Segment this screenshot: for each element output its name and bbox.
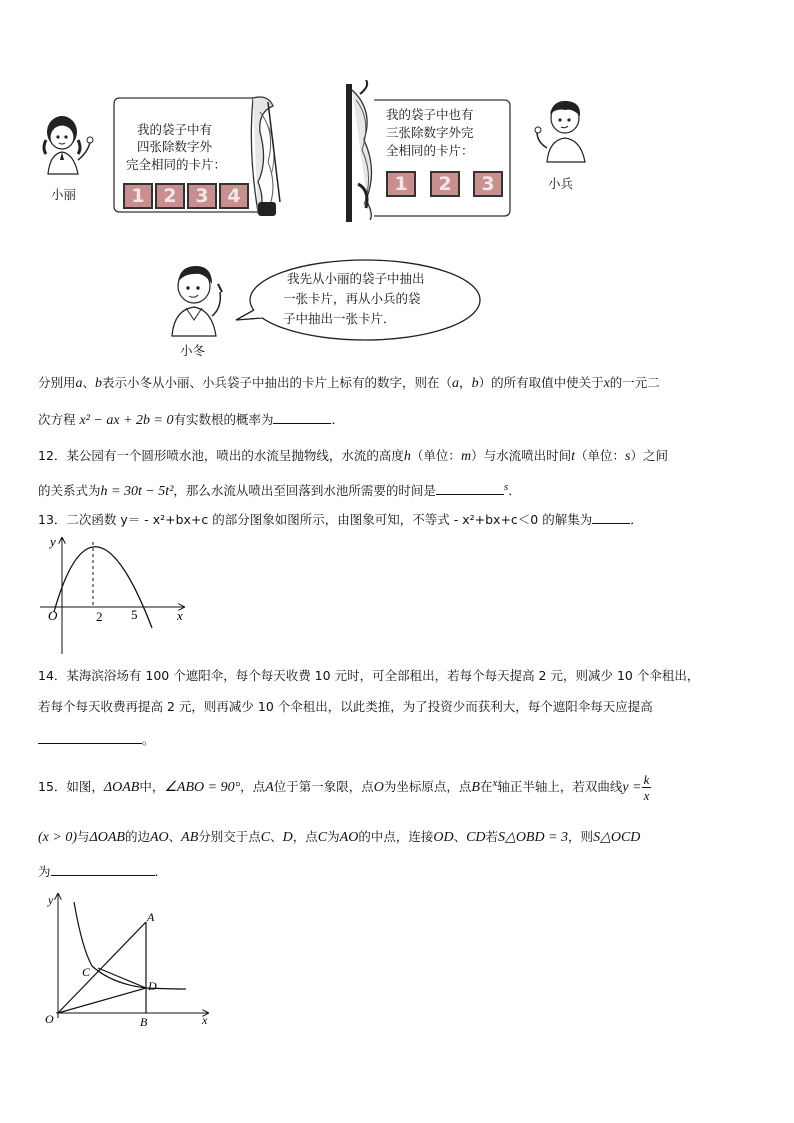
q15-segment-od [58,988,146,1013]
q11-var-b: b [471,376,479,391]
q15-label-b: B [140,1015,148,1026]
q15-geometry-graph [36,888,216,1026]
boy-card-line-3: 全相同的卡片： [386,143,474,158]
speech-line-3: 子中抽出一张卡片． [283,311,396,326]
q11-var-a: a [452,376,460,391]
q15-text: 在 [479,779,493,795]
q14-line-3 [38,730,155,749]
q15-segment-od: OD [433,830,454,845]
q15-text: 的中点，连接 [358,829,434,844]
q15-origin-label: O [45,1012,54,1026]
q15-line-2 [38,828,640,847]
q13-y-label: y [50,534,56,549]
boy-tile-3: 3 [473,171,503,197]
q11-var-b: b [95,376,103,391]
q15-point-a: A [265,780,274,796]
q11-text: ， [459,375,472,390]
q15-text: 为 [327,829,340,844]
q12-unit-s: s [624,449,631,464]
q15-triangle: ΔOAB [103,780,140,796]
q15-point-b: B [471,780,480,796]
q15-text: 、 [453,829,467,844]
q15-label-c: C [82,965,91,979]
q15-text: ，点 [240,779,266,795]
q13-origin-label: O [48,608,58,623]
q15-side-ab: AB [181,830,199,845]
q11-text: 的一元二 [609,375,660,390]
q12-line-2 [38,478,521,501]
q15-text: 位于第一象限，点 [273,779,374,795]
q14-text: 。 [142,732,155,747]
q15-domain: (x > 0) [38,830,77,845]
girl-card-line-3: 完全相同的卡片： [126,157,227,172]
q11-text: 、 [82,375,96,390]
q14-line-2: 若每个每天收费再提高 2 元，则再减少 10 个伞租出，以此类推，为了投资少而获利大，每个遮阳伞每天应提高 [38,699,653,714]
q13-line [38,510,643,529]
q15-text: 分别交于点 [198,829,261,844]
q13-x-label: x [177,608,183,623]
q15-numerator-k: k [643,772,650,788]
q12-text: ，那么水流从喷出至回落到水池所需要的时间是 [173,483,436,499]
q12-var-t: t [571,449,575,464]
q15-side-ao: AO [339,830,359,845]
q15-angle: ∠ABO = 90° [164,780,241,796]
boy-tile-2: 2 [430,171,460,197]
q15-point-o: O [373,780,384,796]
q15-text: 为坐标原点，点 [383,779,472,795]
q15-text: 、 [270,829,283,844]
q15-line-1 [38,766,651,804]
girl-card-line-1: 我的袋子中有 [137,122,213,137]
q12-text: ）之间 [630,448,668,463]
q12-line-1 [38,447,668,466]
girl-figure [36,112,98,182]
q15-label-d: D [148,979,157,993]
q15-denominator-x: x [643,788,650,804]
q12-text: （单位： [410,448,461,463]
q13-text: 13．二次函数 y＝ - x²+bx+c 的部分图象如图所示，由图象可知，不等式 - x²+bx+c＜0 的解集为 [38,512,593,527]
q15-y-label: y [48,893,54,907]
boy-card-line-2: 三张除数字外完 [386,125,474,140]
boy-tile-1: 1 [386,171,416,197]
girl-card-line-2: 四张除数字外 [137,139,213,154]
q15-hyperbola-y: y = [622,780,642,796]
q15-triangle: ΔOAB [89,830,125,845]
q15-text: 与 [77,829,90,844]
q13-tick-5: 5 [131,607,138,622]
q12-unit-s: s [503,481,509,493]
q11-text: 次方程 [38,412,76,427]
q15-text: . [154,864,159,879]
speech-line-1: 我先从小丽的袋子中抽出 [287,271,425,286]
q12-text: 的关系式为 [38,483,101,499]
q13-text: ． [630,512,643,527]
q15-text: 的边 [124,829,150,844]
q13-tick-2: 2 [96,609,103,624]
q15-text: 15．如图， [38,779,104,795]
girl-name: 小丽 [51,187,77,202]
q13-answer-blank[interactable] [592,510,630,524]
q11-equation: x² − ax + 2b = 0 [79,413,174,428]
boy-card-line-1: 我的袋子中也有 [386,107,474,122]
q11-text: ）的所有取值中使关于 [478,375,604,390]
speech-line-2: 一张卡片，再从小兵的袋 [283,291,421,306]
boy-name: 小兵 [548,176,574,191]
q12-equation: h = 30t − 5t² [100,484,174,500]
girl-tile-2: 2 [155,183,185,209]
girl-tile-3: 3 [187,183,217,209]
q15-point-d: D [282,830,293,845]
girl-tile-4: 4 [219,183,249,209]
q15-area-obd: S△OBD = 3 [498,830,569,845]
q11-text: 有实数根的概率为 [173,412,274,427]
q15-segment-oa [58,922,146,1013]
q15-area-ocd: S△OCD [593,830,641,845]
q15-text: ，则 [568,829,594,844]
q11-answer-blank[interactable] [273,410,331,424]
q15-x-label: x [202,1013,208,1026]
q15-answer-blank[interactable] [51,862,155,876]
q11-line-1 [38,374,660,393]
q12-var-h: h [403,449,411,464]
q11-line-2 [38,410,344,430]
q15-text: 轴正半轴上，若双曲线 [497,779,623,795]
q14-answer-blank[interactable] [38,730,142,744]
q15-point-c: C [260,830,271,845]
q15-point-c: C [317,830,328,845]
q12-text: ）与水流喷出时间 [471,448,572,463]
q15-hyperbola-curve [74,902,186,989]
q15-fraction [642,772,652,803]
boy-figure [533,96,593,166]
dong-name: 小冬 [180,343,206,358]
q15-text: 中， [139,779,165,795]
q11-var-a: a [75,376,83,391]
q11-text: 表示小冬从小丽、小兵袋子中抽出的卡片上标有的数字，则在（ [102,375,453,390]
q12-text: 12．某公园有一个圆形喷水池，喷出的水流呈抛物线，水流的高度 [38,448,404,463]
q12-unit-m: m [460,449,472,464]
dong-figure [164,262,234,338]
q15-segment-cd [98,968,146,988]
q15-label-a: A [147,910,155,924]
q13-parabola-graph [36,532,192,658]
q15-text: 若 [485,829,499,844]
q11-var-x: x [603,376,610,391]
q15-text: 、 [168,829,182,844]
q11-text: ． [331,412,344,427]
q12-text: （单位： [574,448,625,463]
q12-answer-blank[interactable] [436,481,504,495]
girl-tile-1: 1 [123,183,153,209]
q15-segment-cd: CD [466,830,486,845]
q11-text: 分别用 [38,375,76,390]
q15-line-3 [38,862,159,881]
q15-side-ao: AO [149,830,169,845]
q12-text: ． [508,483,521,499]
q14-line-1: 14．某海滨浴场有 100 个遮阳伞，每个每天收费 10 元时，可全部租出，若每个每天提高 2 元，则减少 10 个伞租出， [38,668,700,683]
q15-text: 为 [38,864,51,879]
q15-text: ，点 [292,829,318,844]
q15-var-x: x [492,777,498,789]
